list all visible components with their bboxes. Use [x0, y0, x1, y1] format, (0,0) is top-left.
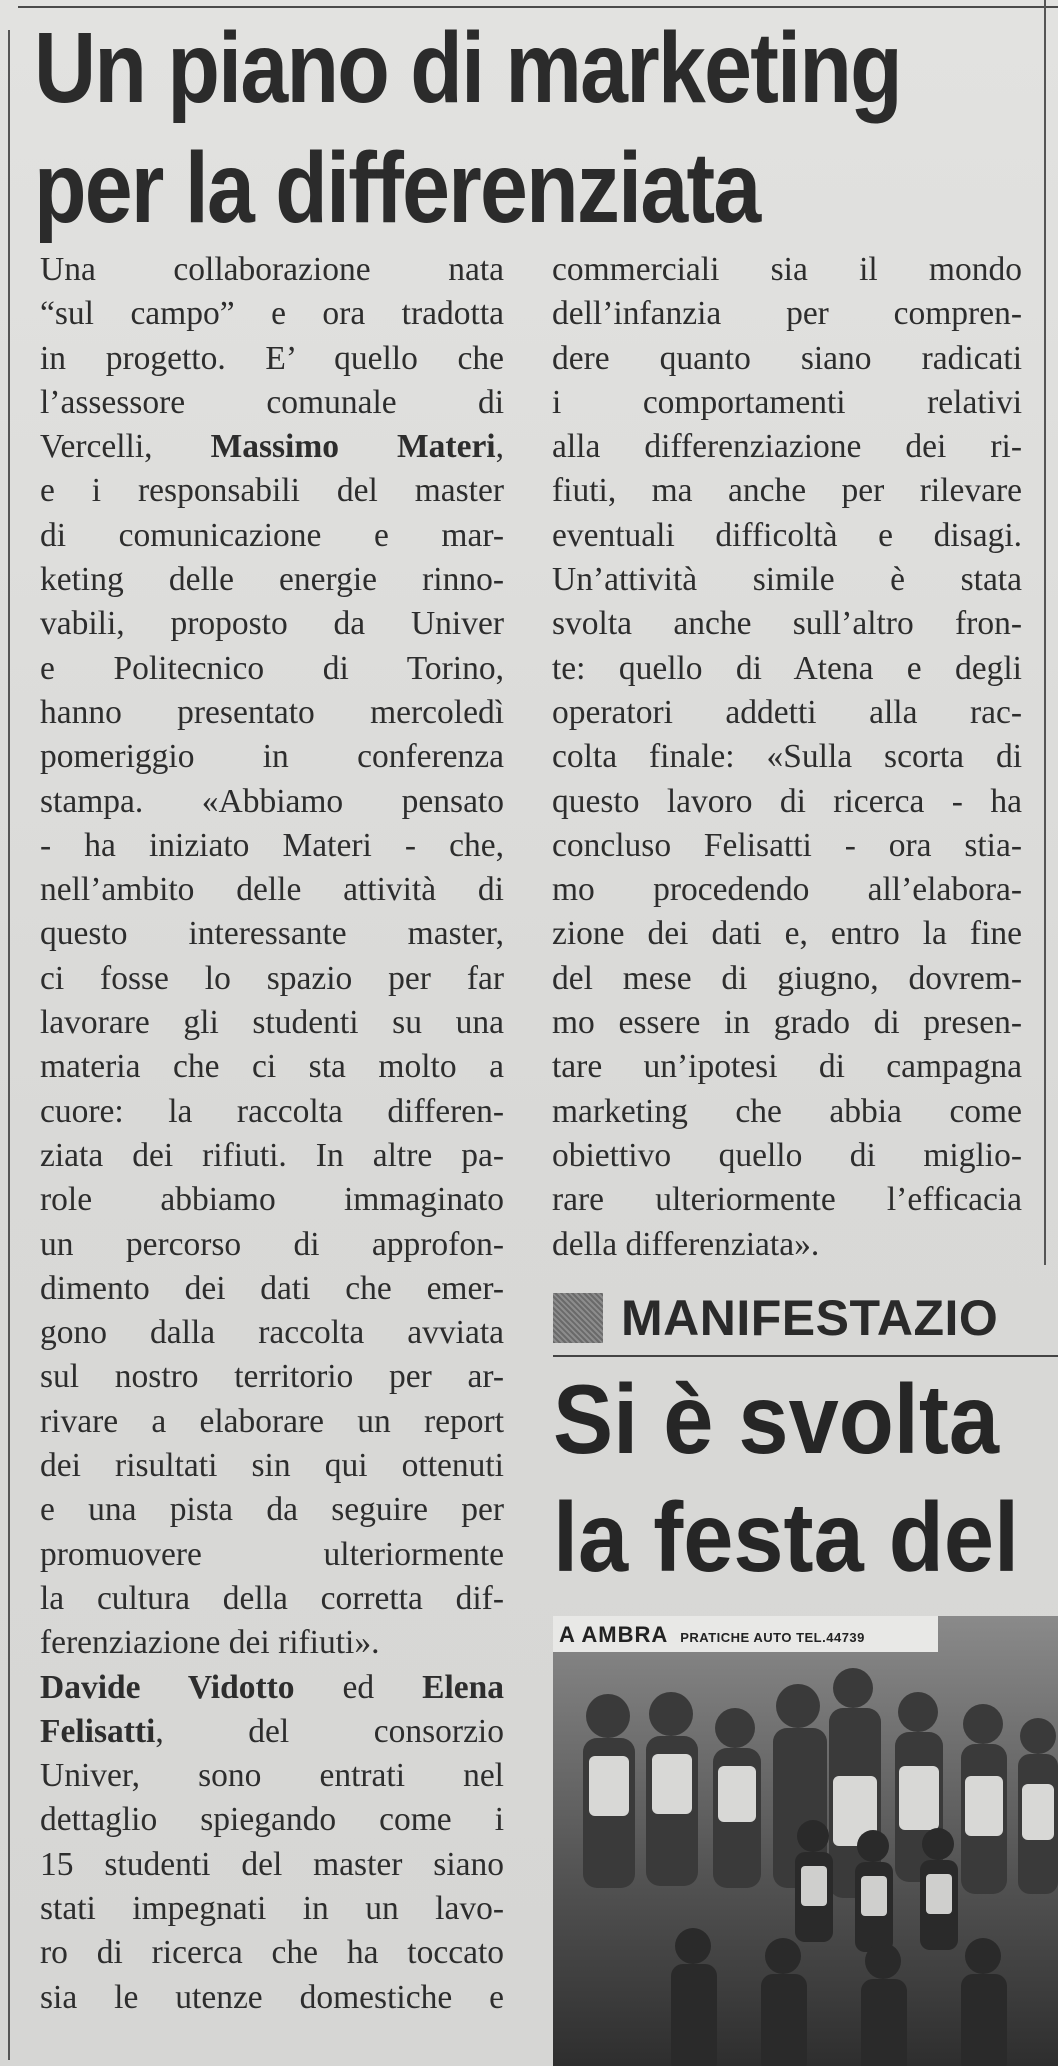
right-column-line: alla differenziazione dei ri- — [552, 428, 1022, 466]
left-column-line: keting delle energie rinno- — [40, 561, 504, 599]
right-column-line: commerciali sia il mondo — [552, 251, 1022, 288]
section-rule — [553, 1355, 1058, 1357]
bold-name: Felisatti — [40, 1712, 156, 1750]
event-photo — [553, 1616, 1058, 2066]
right-column-line: eventuali difficoltà e disagi. — [552, 516, 1022, 554]
left-column-line: 15 studenti del master siano — [40, 1845, 504, 1883]
right-column-line: i comportamenti relativi — [552, 383, 1022, 421]
section-label — [553, 1288, 1058, 1348]
right-column-line: zione dei dati e, entro la fine — [552, 915, 1022, 953]
right-column-line: Un’attività simile è stata — [552, 561, 1022, 599]
right-column-line: colta finale: «Sulla scorta di — [552, 738, 1022, 776]
left-column-line: Una collaborazione nata — [40, 251, 504, 288]
left-column-line: vabili, proposto da Univer — [40, 605, 504, 643]
bold-name: Davide Vidotto — [40, 1668, 295, 1706]
right-column-line: concluso Felisatti - ora stia- — [552, 826, 1022, 864]
second-article-headline — [553, 1360, 1058, 1596]
right-column-line: dere quanto siano radicati — [552, 339, 1022, 377]
left-column-line: nell’ambito delle attività di — [40, 871, 504, 909]
left-column-line: pomeriggio in conferenza — [40, 738, 504, 776]
left-column-line: ci fosse lo spazio per far — [40, 959, 504, 997]
bold-name: Elena — [422, 1668, 504, 1706]
bold-name: Massimo Materi — [210, 428, 496, 466]
left-column-line: di comunicazione e mar- — [40, 516, 504, 554]
left-column-line: promuovere ulteriormente — [40, 1535, 504, 1573]
right-column-line: tare un’ipotesi di campagna — [552, 1048, 1022, 1086]
second-headline-line-1: Si è svolta — [553, 1364, 1000, 1474]
right-column-line: mo essere in grado di presen- — [552, 1004, 1022, 1042]
right-column-line: operatori addetti alla rac- — [552, 693, 1022, 731]
left-column-line: l’assessore comunale di — [40, 383, 504, 421]
left-column-line: - ha iniziato Materi - che, — [40, 826, 504, 864]
right-column-line: dell’infanzia per compren- — [552, 295, 1022, 333]
second-headline-line-2: la festa del — [553, 1482, 1020, 1592]
headline-line-2: per la differenziata — [34, 132, 760, 244]
left-column-line: ro di ricerca che ha toccato — [40, 1934, 504, 1972]
left-column-line: gono dalla raccolta avviata — [40, 1314, 504, 1352]
right-column-line: marketing che abbia come — [552, 1092, 1022, 1130]
left-column-line: rivare a elaborare un report — [40, 1402, 504, 1440]
left-column-line: ziata dei rifiuti. In altre pa- — [40, 1136, 504, 1174]
left-column-rule — [8, 30, 10, 2060]
section-label-text: MANIFESTAZIO — [621, 1290, 999, 1346]
left-column-line: sul nostro territorio per ar- — [40, 1358, 504, 1396]
left-column-line: e Politecnico di Torino, — [40, 649, 504, 687]
left-column-line: un percorso di approfon- — [40, 1225, 504, 1263]
right-column-line: questo lavoro di ricerca - ha — [552, 782, 1022, 820]
headline-line-1: Un piano di marketing — [34, 12, 901, 124]
left-column-line: e una pista da seguire per — [40, 1491, 504, 1529]
section-square-icon — [553, 1293, 603, 1343]
right-column-line: rare ulteriormente l’efficacia — [552, 1181, 1022, 1219]
left-column-line: hanno presentato mercoledì — [40, 693, 504, 731]
left-column-line: Davide Vidotto ed Elena — [40, 1668, 504, 1706]
left-column-line: lavorare gli studenti su una — [40, 1004, 504, 1042]
right-column-line: te: quello di Atena e degli — [552, 649, 1022, 687]
right-column-line: del mese di giugno, dovrem- — [552, 959, 1022, 997]
photo-sign-text: A AMBRA — [559, 1622, 669, 1647]
photo-sign-small-text: PRATICHE AUTO TEL.44739 — [680, 1630, 865, 1645]
left-column-line: “sul campo” e ora tradotta — [40, 295, 504, 333]
left-column-line: dimento dei dati che emer- — [40, 1269, 504, 1307]
left-column-line: dei risultati sin qui ottenuti — [40, 1447, 504, 1485]
left-column-line: la cultura della corretta dif- — [40, 1579, 504, 1617]
left-column-line: cuore: la raccolta differen- — [40, 1092, 504, 1130]
article-column-left — [40, 248, 504, 2020]
right-column-line: svolta anche sull’altro fron- — [552, 605, 1022, 643]
left-column-line: e i responsabili del master — [40, 472, 504, 510]
left-column-line: Felisatti, del consorzio — [40, 1712, 504, 1750]
right-column-line: della differenziata». — [552, 1225, 820, 1263]
left-column-line: materia che ci sta molto a — [40, 1048, 504, 1086]
right-column-line: mo procedendo all’elabora- — [552, 871, 1022, 909]
left-column-line: in progetto. E’ quello che — [40, 339, 504, 377]
left-column-line: sia le utenze domestiche e — [40, 1978, 504, 2016]
left-column-line: stati impegnati in un lavo- — [40, 1889, 504, 1927]
article-column-right — [552, 248, 1022, 1267]
left-column-line: ferenziazione dei rifiuti». — [40, 1624, 380, 1662]
left-column-line: Vercelli, Massimo Materi, — [40, 428, 504, 466]
left-column-line: questo interessante master, — [40, 915, 504, 953]
left-column-line: stampa. «Abbiamo pensato — [40, 782, 504, 820]
left-column-line: dettaglio spiegando come i — [40, 1801, 504, 1839]
right-column-line: fiuti, ma anche per rilevare — [552, 472, 1022, 510]
group-photo-image — [553, 1616, 1058, 2066]
right-column-line: obiettivo quello di miglio- — [552, 1136, 1022, 1174]
right-column-rule — [1044, 0, 1046, 1265]
article-headline — [34, 8, 901, 248]
photo-sign — [559, 1622, 865, 1648]
left-column-line: role abbiamo immaginato — [40, 1181, 504, 1219]
left-column-line: Univer, sono entrati nel — [40, 1757, 504, 1795]
